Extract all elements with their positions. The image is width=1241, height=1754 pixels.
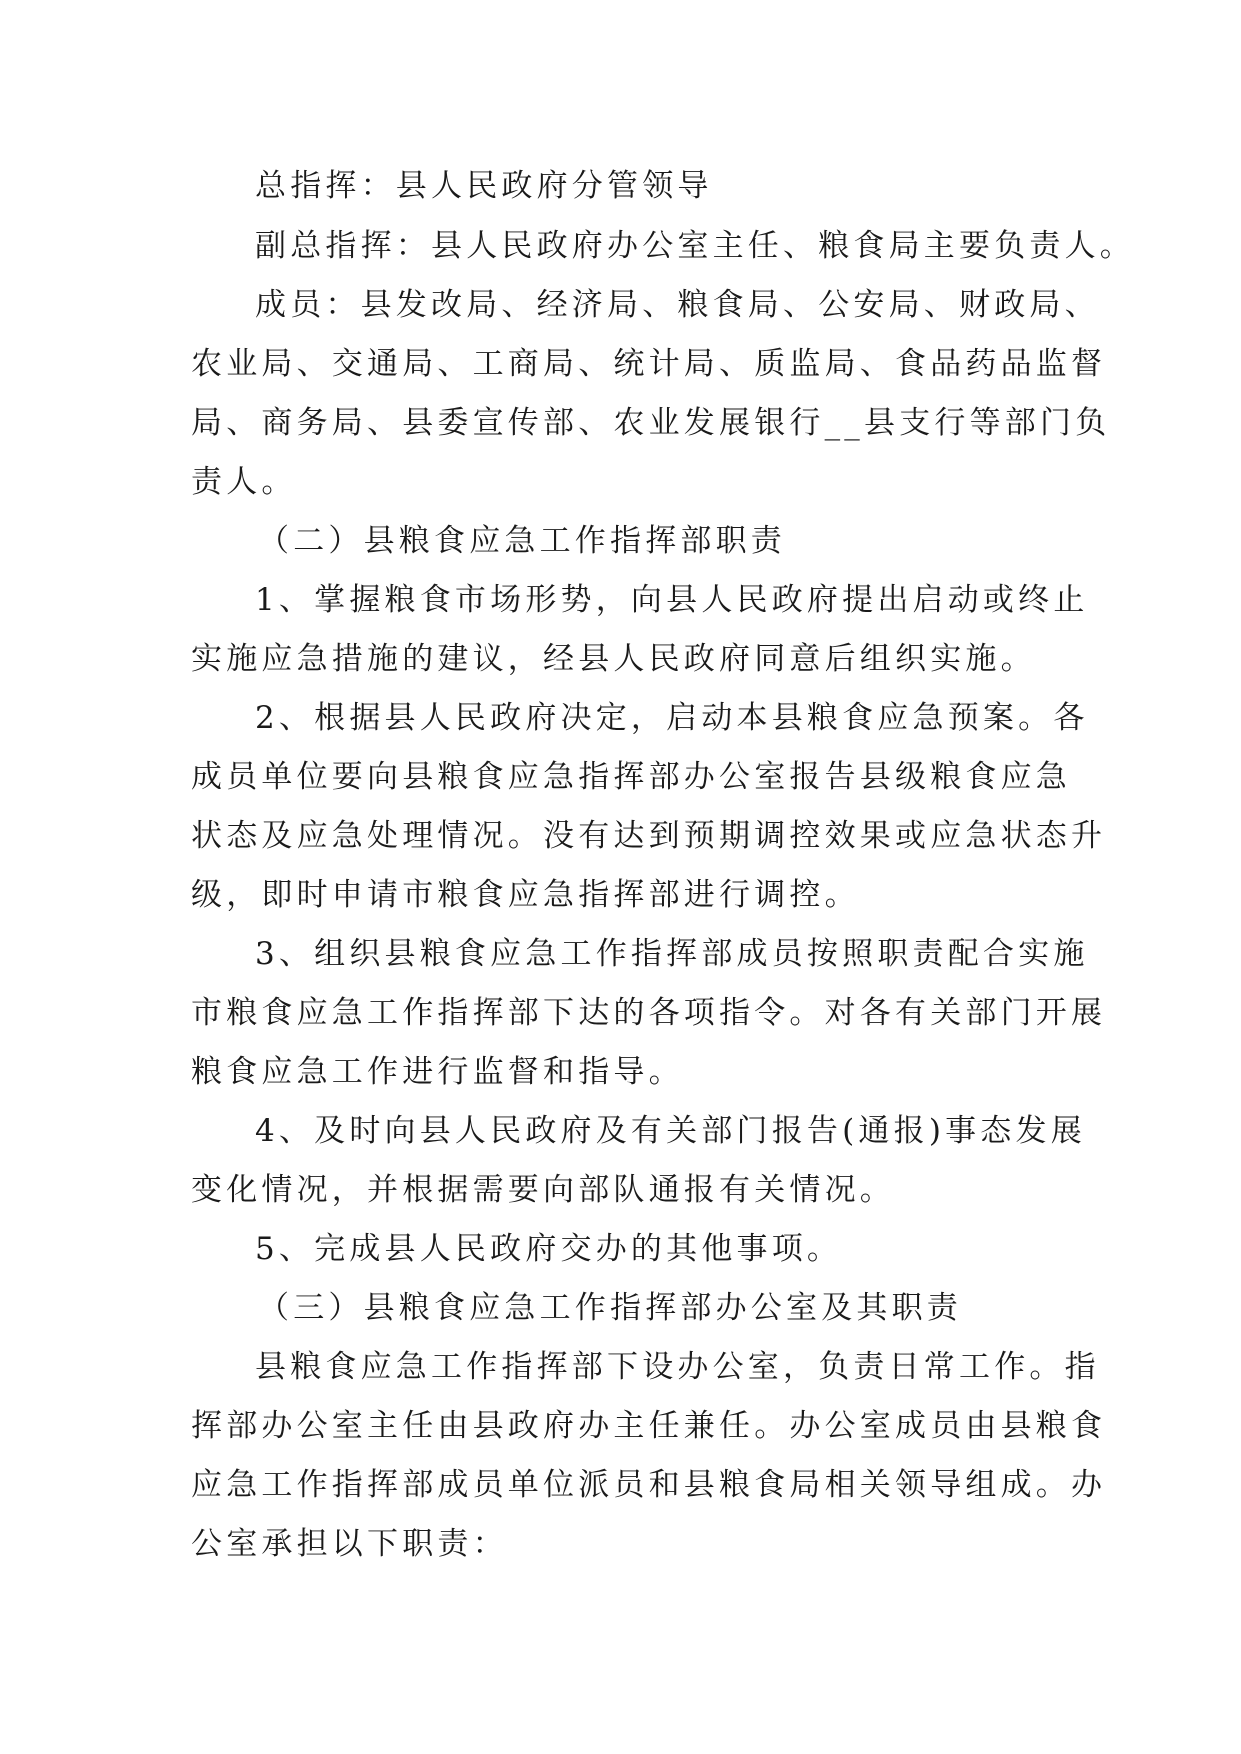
text-line: 应急工作指挥部成员单位派员和县粮食局相关领导组成。办 (191, 1467, 1107, 1503)
text-line: 成员单位要向县粮食应急指挥部办公室报告县级粮食应急 (191, 759, 1071, 795)
text-line-commander: 总指挥：县人民政府分管领导 (255, 168, 713, 204)
section-heading-2: （二）县粮食应急工作指挥部职责 (258, 523, 786, 559)
text-line: 农业局、交通局、工商局、统计局、质监局、食品药品监督 (191, 346, 1107, 382)
text-line-members: 成员：县发改局、经济局、粮食局、公安局、财政局、 (255, 287, 1100, 323)
text-line: 公室承担以下职责： (191, 1526, 508, 1562)
text-line: 级，即时申请市粮食应急指挥部进行调控。 (191, 877, 860, 913)
text-line: 县粮食应急工作指挥部下设办公室，负责日常工作。指 (255, 1349, 1100, 1385)
list-item-5: 5、完成县人民政府交办的其他事项。 (255, 1231, 843, 1267)
text-line-deputy-commander: 副总指挥：县人民政府办公室主任、粮食局主要负责人。 (255, 228, 1135, 264)
text-line: 局、商务局、县委宣传部、农业发展银行__县支行等部门负 (191, 405, 1111, 441)
section-heading-3: （三）县粮食应急工作指挥部办公室及其职责 (258, 1290, 962, 1326)
list-item-1: 1、掌握粮食市场形势，向县人民政府提出启动或终止 (255, 582, 1089, 618)
text-line: 状态及应急处理情况。没有达到预期调控效果或应急状态升 (191, 818, 1107, 854)
text-line: 变化情况，并根据需要向部队通报有关情况。 (191, 1172, 895, 1208)
text-line: 市粮食应急工作指挥部下达的各项指令。对各有关部门开展 (191, 995, 1107, 1031)
text-line: 实施应急措施的建议，经县人民政府同意后组织实施。 (191, 641, 1036, 677)
list-item-4: 4、及时向县人民政府及有关部门报告(通报)事态发展 (255, 1113, 1086, 1149)
list-item-2: 2、根据县人民政府决定，启动本县粮食应急预案。各 (255, 700, 1089, 736)
text-line: 责人。 (191, 464, 297, 500)
text-line: 粮食应急工作进行监督和指导。 (191, 1054, 684, 1090)
list-item-3: 3、组织县粮食应急工作指挥部成员按照职责配合实施 (255, 936, 1089, 972)
text-line: 挥部办公室主任由县政府办主任兼任。办公室成员由县粮食 (191, 1408, 1107, 1444)
